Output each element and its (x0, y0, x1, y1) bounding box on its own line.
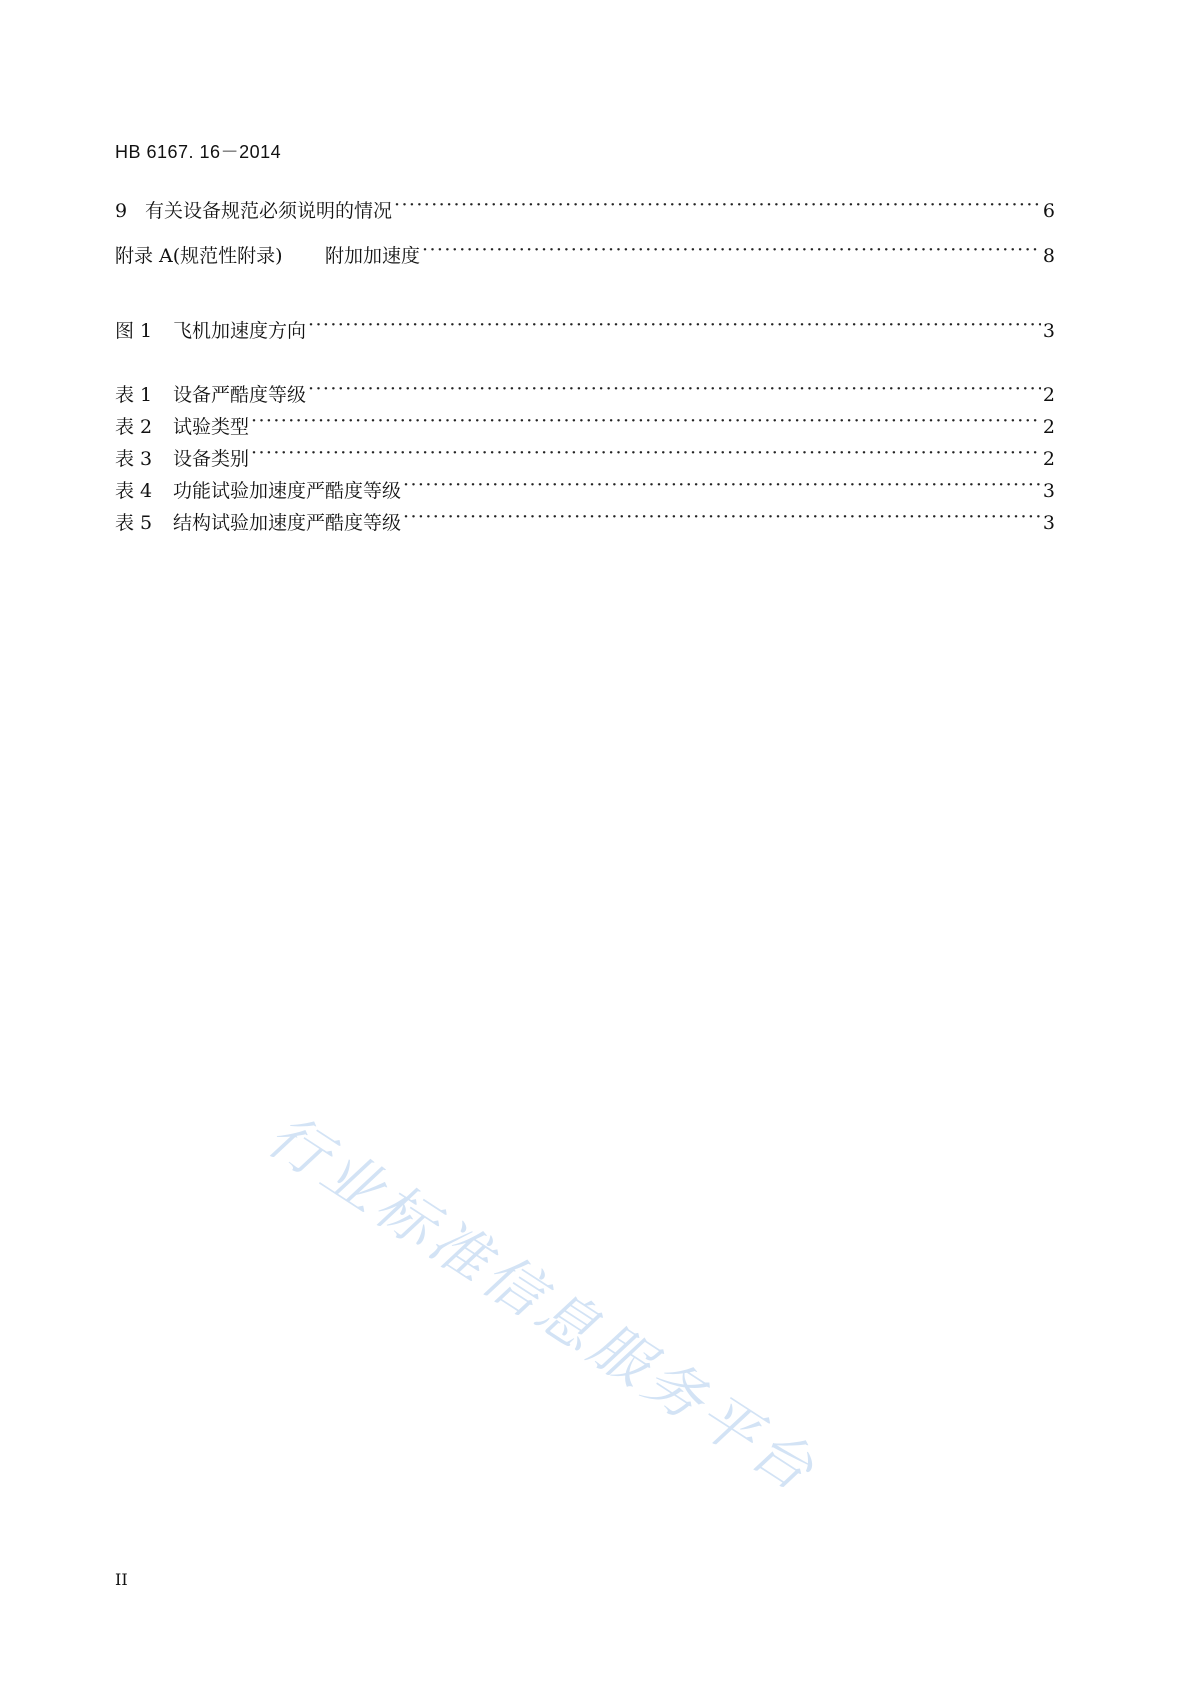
toc-entry-title: 设备类别 (173, 448, 250, 470)
toc-entry-title: 飞机加速度方向 (173, 320, 307, 342)
toc-entry-number: 附录 A(规范性附录) (115, 245, 283, 267)
toc-entry-title: 附加加速度 (325, 245, 421, 267)
toc-entry-number: 表 4 (115, 480, 153, 502)
toc-entry-title: 结构试验加速度严酷度等级 (173, 512, 402, 534)
page-number: II (115, 1570, 128, 1589)
toc-entry-table-5[interactable] (115, 505, 1055, 535)
toc-entry-appendix-a[interactable] (115, 238, 1055, 268)
toc-entry-title: 设备严酷度等级 (173, 384, 307, 406)
toc-entry-table-4[interactable] (115, 473, 1055, 503)
toc-dot-leader (394, 193, 1041, 217)
toc-entry-page: 2 (1042, 448, 1055, 470)
toc-entry-page: 2 (1042, 416, 1055, 438)
toc-entry-title: 功能试验加速度严酷度等级 (173, 480, 402, 502)
toc-entry-number: 表 1 (115, 384, 153, 406)
toc-dot-leader (308, 377, 1041, 401)
toc-entry-page: 3 (1042, 320, 1055, 342)
toc-entry-table-3[interactable] (115, 441, 1055, 471)
watermark: 行业标准信息服务平台 (255, 1100, 830, 1507)
toc-entry-number: 表 3 (115, 448, 153, 470)
toc-entry-title: 有关设备规范必须说明的情况 (145, 200, 393, 222)
toc-entry-section-9[interactable] (115, 193, 1055, 223)
toc-entry-page: 3 (1042, 512, 1055, 534)
toc-dot-leader (403, 505, 1041, 529)
toc-dot-leader (251, 409, 1041, 433)
toc-entry-number: 图 1 (115, 320, 153, 342)
toc-entry-table-2[interactable] (115, 409, 1055, 439)
toc-entry-number: 表 2 (115, 416, 153, 438)
toc-entry-title: 试验类型 (173, 416, 250, 438)
toc-entry-number: 表 5 (115, 512, 153, 534)
toc-entry-page: 3 (1042, 480, 1055, 502)
toc-dot-leader (308, 313, 1041, 337)
toc-entry-table-1[interactable] (115, 377, 1055, 407)
toc-dot-leader (403, 473, 1041, 497)
toc-entry-page: 6 (1042, 200, 1055, 222)
toc-entry-figure-1[interactable] (115, 313, 1055, 343)
document-code: HB 6167. 16－2014 (115, 142, 282, 162)
toc-dot-leader (422, 238, 1041, 262)
toc-dot-leader (251, 441, 1041, 465)
toc-entry-number: 9 (115, 200, 128, 222)
toc-entry-page: 2 (1042, 384, 1055, 406)
toc-entry-page: 8 (1042, 245, 1055, 267)
